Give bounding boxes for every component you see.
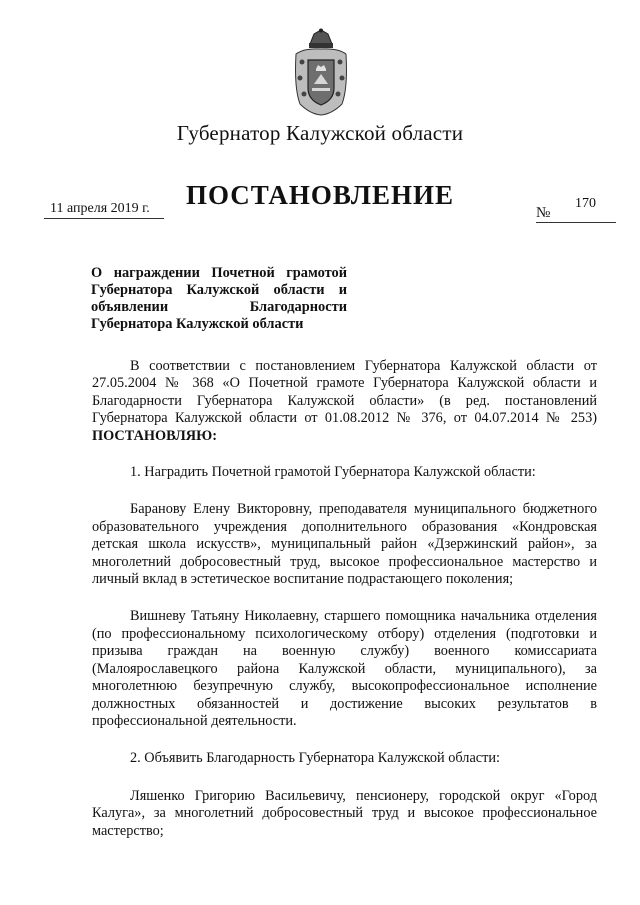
- document-date: 11 апреля 2019 г.: [44, 201, 164, 219]
- award-item: Ляшенко Григорию Васильевичу, пенсионеру, городской округ «Город Калуга», за многолетний добросовестный труд и высокое профессиональное мастерство;: [92, 787, 597, 839]
- decree-word: ПОСТАНОВЛЯЮ:: [92, 427, 217, 444]
- document-subject: О награждении Почетной грамотой Губернатора Калужской области и объявлении Благодарности Губернатора Калужской области: [91, 265, 347, 332]
- coat-of-arms-icon: [290, 28, 352, 116]
- document-body: [92, 358, 597, 840]
- section-heading-2: 2. Объявить Благодарность Губернатора Калужской области:: [130, 750, 501, 767]
- preamble: [92, 358, 597, 445]
- document-number: 170: [575, 196, 596, 211]
- award-item: Баранову Елену Викторовну, преподавателя муниципального бюджетного образовательного учреждения дополнительного образования «Кондровская детская школа искусств», муниципальный район «Дзержинский район», за многолетний добросовестный труд, высокое профессиональное мастерство и личный вклад в эстетическое воспитание подрастающего поколения;: [92, 501, 597, 588]
- document-type: ПОСТАНОВЛЕНИЕ: [185, 180, 455, 210]
- document-number-label: №: [536, 205, 616, 223]
- preamble-text: В соответствии с постановлением Губернатора Калужской области от 27.05.2004 № 368 «О Почетной грамоте Губернатора Калужской области и Благодарности Губернатора Калужской области» (в ред. постановлений Губернатора Калужской области от 01.08.2012 № 376, от 04.07.2014 № 253): [92, 358, 597, 427]
- issuing-authority: Губернатор Калужской области: [176, 121, 464, 145]
- award-item: Вишневу Татьяну Николаевну, старшего помощника начальника отделения (по профессиональному психологическому отбору) отделения (подготовки и призыва граждан на военную службу) военного комиссариата (Малоярославецкого района Калужской области, муниципального), за многолетнюю безупречную службу, высокопрофессиональное исполнение должностных обязанностей и достижение высоких результатов в профессиональной деятельности.: [92, 608, 597, 729]
- section-heading-1: 1. Наградить Почетной грамотой Губернатора Калужской области:: [130, 464, 536, 481]
